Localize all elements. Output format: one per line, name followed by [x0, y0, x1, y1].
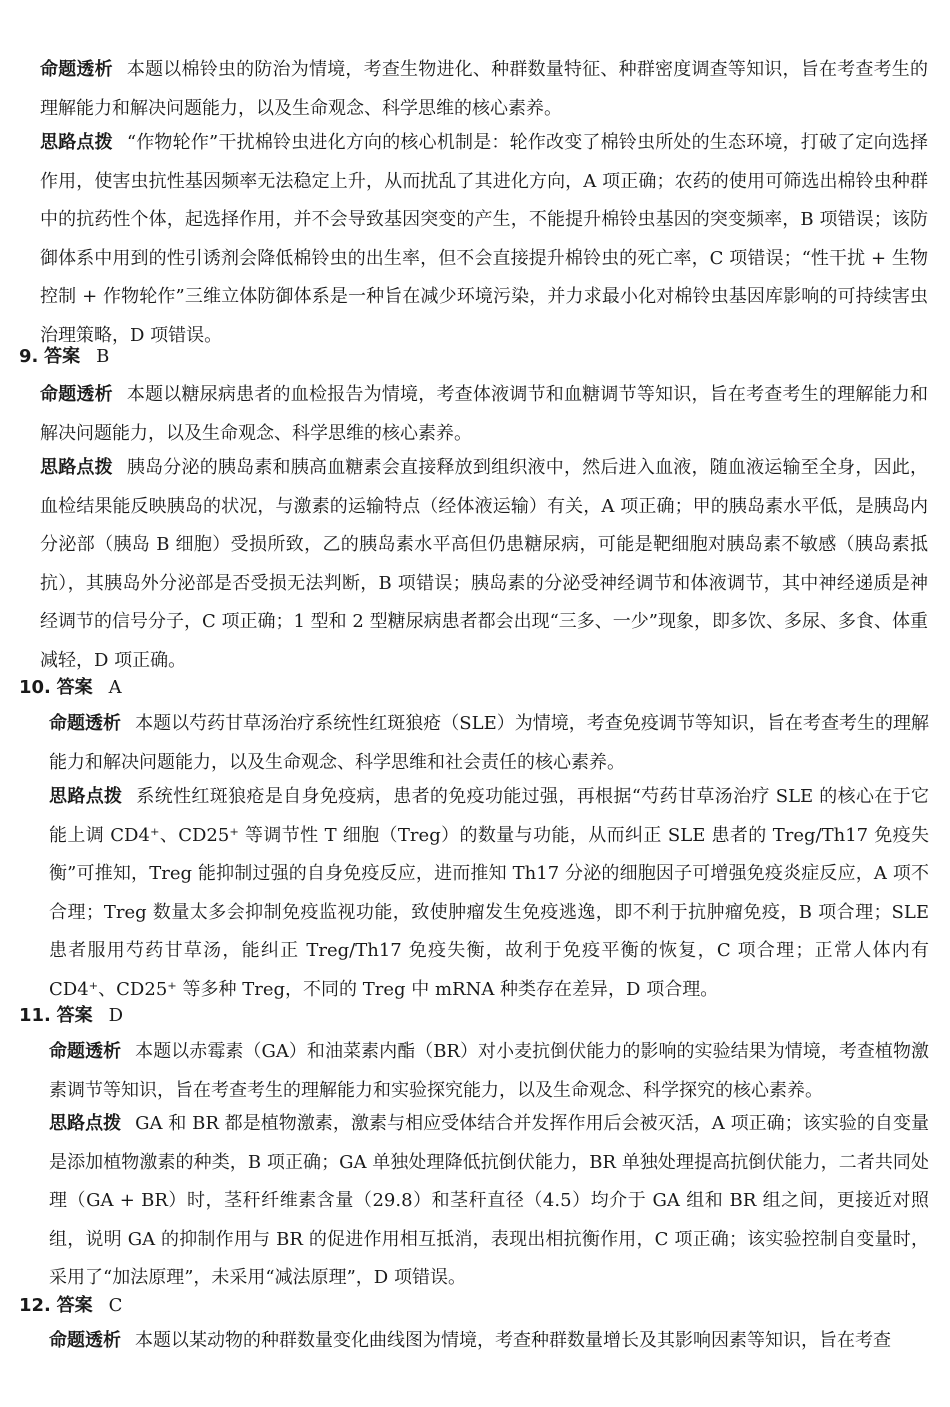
- analysis-label: 命题透析: [49, 1041, 122, 1062]
- hint-text: “作物轮作”干扰棉铃虫进化方向的核心机制是：轮作改变了棉铃虫所处的生态环境，打破了定向选择作用，使害虫抗性基因频率无法稳定上升，从而扰乱了其进化方向，A 项正确；农药的使用可筛选出棉铃虫种群中的抗药性个体，起选择作用，并不会导致基因突变的产生，不能提升棉铃虫基因的突变频率，B 项错误；该防御体系中用到的性引诱剂会降低棉铃虫的出生率，但不会直接提升棉铃虫的死亡率，C 项错误；“性干扰 + 生物控制 + 作物轮作”三维立体防御体系是一种旨在减少环境污染，并力求最小化对棉铃虫基因库影响的可持续害虫治理策略，D 项错误。: [40, 132, 929, 346]
- hint-label: 思路点拨: [49, 1113, 122, 1134]
- answer-value: C: [108, 1295, 123, 1316]
- analysis-label: 命题透析: [40, 384, 113, 405]
- analysis-paragraph: [49, 1322, 929, 1361]
- page-bottom-edge: [0, 1393, 950, 1407]
- analysis-text: 本题以某动物的种群数量变化曲线图为情境，考查种群数量增长及其影响因素等知识，旨在考查: [135, 1330, 891, 1351]
- answer-value: A: [108, 677, 122, 698]
- analysis-text: 本题以棉铃虫的防治为情境，考查生物进化、种群数量特征、种群密度调查等知识，旨在考查考生的理解能力和解决问题能力，以及生命观念、科学思维的核心素养。: [40, 59, 929, 119]
- analysis-paragraph: [49, 705, 929, 782]
- answer-label: 答案: [56, 1295, 93, 1316]
- analysis-paragraph: [49, 1033, 929, 1110]
- answer-label: 答案: [56, 1005, 93, 1026]
- answer-label: 答案: [44, 346, 81, 367]
- analysis-label: 命题透析: [40, 59, 113, 80]
- analysis-label: 命题透析: [49, 713, 122, 734]
- analysis-paragraph: [40, 51, 928, 128]
- question-number: 11.: [19, 1005, 51, 1026]
- analysis-text: 本题以芍药甘草汤治疗系统性红斑狼疮（SLE）为情境，考查免疫调节等知识，旨在考查考生的理解能力和解决问题能力，以及生命观念、科学思维和社会责任的核心素养。: [49, 713, 930, 773]
- hint-paragraph: [40, 449, 928, 680]
- analysis-text: 本题以糖尿病患者的血检报告为情境，考查体液调节和血糖调节等知识，旨在考查考生的理解能力和解决问题能力，以及生命观念、科学思维的核心素养。: [40, 384, 929, 444]
- analysis-label: 命题透析: [49, 1330, 121, 1351]
- hint-paragraph: [49, 1105, 929, 1298]
- analysis-paragraph: [40, 376, 928, 453]
- hint-text: GA 和 BR 都是植物激素，激素与相应受体结合并发挥作用后会被灭活，A 项正确；该实验的自变量是添加植物激素的种类，B 项正确；GA 单独处理降低抗倒伏能力，BR 单独处理提高抗倒伏能力，二者共同处理（GA + BR）时，茎秆纤维素含量（29.8）和茎秆直径（4.5）均介于 GA 组和 BR 组之间，更接近对照组，说明 GA 的抑制作用与 BR 的促进作用相互抵消，表现出相抗衡作用，C 项正确；该实验控制自变量时，采用了“加法原理”，未采用“减法原理”，D 项错误。: [49, 1113, 929, 1288]
- hint-text: 系统性红斑狼疮是自身免疫病，患者的免疫功能过强，再根据“芍药甘草汤治疗 SLE 的核心在于它能上调 CD4⁺、CD25⁺ 等调节性 T 细胞（Treg）的数量与功能，从而纠正 SLE 患者的 Treg/Th17 免疫失衡”可推知，Treg 能抑制过强的自身免疫反应，进而推知 Th17 分泌的细胞因子可增强免疫炎症反应，A 项不合理；Treg 数量太多会抑制免疫监视功能，致使肿瘤发生免疫逃逸，即不利于抗肿瘤免疫，B 项合理；SLE 患者服用芍药甘草汤，能纠正 Treg/Th17 免疫失衡，故利于免疫平衡的恢复，C 项合理；正常人体内有 CD4⁺、CD25⁺ 等多种 Treg，不同的 Treg 中 mRNA 种类存在差异，D 项合理。: [49, 786, 929, 1000]
- hint-label: 思路点拨: [40, 132, 113, 153]
- answer-value: D: [108, 1005, 124, 1026]
- hint-label: 思路点拨: [49, 786, 123, 807]
- question-header: [19, 338, 109, 376]
- hint-text: 胰岛分泌的胰岛素和胰高血糖素会直接释放到组织液中，然后进入血液，随血液运输至全身，因此，血检结果能反映胰岛的状况，与激素的运输特点（经体液运输）有关，A 项正确；甲的胰岛素水平低，是胰岛内分泌部（胰岛 B 细胞）受损所致，乙的胰岛素水平高但仍患糖尿病，可能是靶细胞对胰岛素不敏感（胰岛素抵抗），其胰岛外分泌部是否受损无法判断，B 项错误；胰岛素的分泌受神经调节和体液调节，其中神经递质是神经调节的信号分子，C 项正确；1 型和 2 型糖尿病患者都会出现“三多、一少”现象，即多饮、多尿、多食、体重减轻，D 项正确。: [40, 457, 929, 671]
- answer-value: B: [96, 346, 110, 367]
- analysis-text: 本题以赤霉素（GA）和油菜素内酯（BR）对小麦抗倒伏能力的影响的实验结果为情境，考查植物激素调节等知识，旨在考查考生的理解能力和实验探究能力，以及生命观念、科学探究的核心素养。: [49, 1041, 930, 1101]
- hint-label: 思路点拨: [40, 457, 113, 478]
- hint-paragraph: [49, 778, 929, 1009]
- question-number: 12.: [19, 1295, 51, 1316]
- question-number: 9.: [19, 346, 39, 367]
- question-header: [19, 1287, 122, 1325]
- question-number: 10.: [19, 677, 51, 698]
- question-header: [19, 997, 123, 1035]
- hint-paragraph: [40, 124, 928, 355]
- question-header: [19, 669, 122, 707]
- answer-label: 答案: [56, 677, 93, 698]
